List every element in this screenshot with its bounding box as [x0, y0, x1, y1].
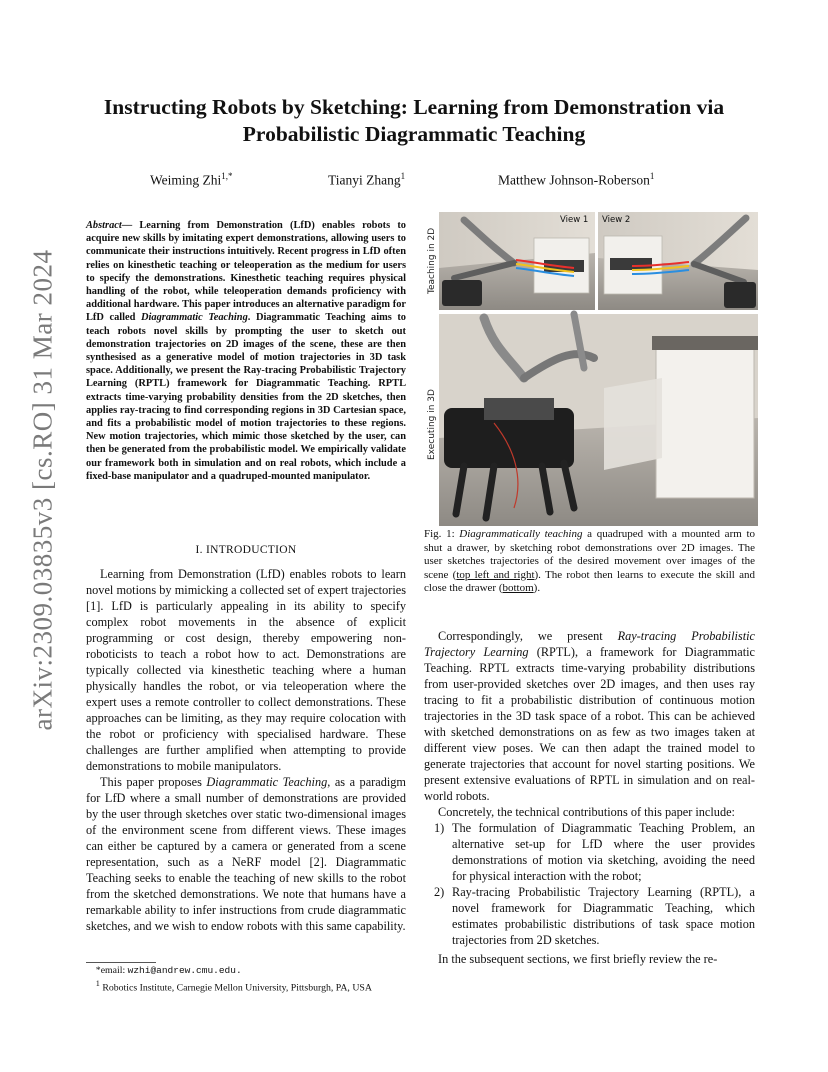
abstract-text-2: . Diagrammatic Teaching aims to teach robots novel skills by prompting the user to sketch out demonstration trajectories on 2D images of the scene, these are then synthesised as a generative model of motion trajectories in 3D task space. Additionally, we present the Ray-tracing Probabilistic Trajectory Learning (RPTL) framework for Diagrammatic Teaching. RPTL extracts time-varying probability densities from the 2D sketches, then applies ray-tracing to find corresponding regions in 3D Cartesian space, and fits a probabilistic model of motion trajectories to these regions. New motion trajectories, which mimic those sketched by the user, can then be generated from the probabilistic model. We empirically validate our framework both in simulation and on real robots, which include a fixed-base manipulator and a quadruped-mounted manipulator. [86, 312, 406, 482]
author-sup: 1 [400, 171, 406, 181]
rptl-name: Ray-tracing Probabilistic Trajectory Learning [424, 629, 755, 659]
paper-title [80, 94, 748, 148]
label-executing-3d: Executing in 3D [427, 389, 437, 460]
item-number: 2) [434, 885, 445, 899]
section-heading: I. INTRODUCTION [195, 544, 297, 556]
contribution-item [424, 884, 755, 948]
caption-emphasis: Diagrammatically teaching [459, 528, 583, 540]
right-paragraph-2: Concretely, the technical contributions of this paper include: [438, 805, 735, 819]
item-text: Ray-tracing Probabilistic Trajectory Learning (RPTL), a novel framework for Diagrammatic Teaching, which estimates probabilistic distributions of task space motion trajectories from 2D sketches. [452, 885, 755, 947]
footnote-email [86, 965, 406, 978]
affiliation-text: Robotics Institute, Carnegie Mellon University, Pittsburgh, PA, USA [99, 981, 372, 993]
rptl-description: (RPTL), a framework for Diagrammatic Teaching. RPTL extracts time-varying probability distributions from user-provided sketches over 2D images, and then uses ray tracing to fit a probabilistic distribution of continuous motion trajectories in the 3D task space of a robot. This can be achieved with sketched demonstrations on as few as two images taken at different view poses. We can then adapt the trained model to generate trajectories that account for novel starting positions. We present extensive evaluations of RPTL in simulation and on real-world robots. [424, 645, 755, 803]
contributions-list [424, 820, 755, 948]
intro-p2-emphasis: Diagrammatic Teaching [206, 775, 328, 789]
email-label: *email: [95, 965, 128, 976]
item-number: 1) [434, 821, 445, 835]
intro-p2-start: This paper proposes [100, 775, 207, 789]
intro-paragraph-2 [86, 774, 406, 934]
right-column [424, 628, 755, 967]
author-sup: 1,* [221, 171, 233, 181]
author-name: Tianyi Zhang [328, 172, 401, 188]
execution-panel [439, 314, 758, 526]
intro-left-column [86, 566, 406, 934]
arxiv-sidebar [26, 249, 60, 731]
abstract-lead: Abstract [86, 220, 122, 231]
item-text: The formulation of Diagrammatic Teaching Problem, an alternative set-up for LfD where the user provides demonstrations of motion via sketching, avoiding the need for physical interaction with the robot; [452, 821, 755, 883]
view-1-label: View 1 [560, 215, 589, 225]
intro-p2-rest: , as a paradigm for LfD where a small number of demonstrations are provided by the user through sketches over static two-dimensional images of the environment scene from different views. These images can either be captured by a camera or generated from a scene representation, such as a NeRF model [2]. Diagrammatic Teaching seeks to enable the teaching of new skills to the robot from the sketched demonstrations. We note that humans have a remarkable ability to infer instructions from crude diagrammatic sketches, and we wish to endow robots with this same capability. [86, 775, 406, 933]
affiliation-sup: 1 [95, 978, 100, 988]
author-1 [150, 171, 233, 189]
title-line-2: Probabilistic Diagrammatic Teaching [242, 122, 586, 146]
figure-caption [424, 528, 755, 596]
author-name: Matthew Johnson-Roberson [498, 172, 650, 188]
footnote-affiliation [86, 978, 406, 995]
author-name: Weiming Zhi [150, 172, 222, 188]
view-2-panel [598, 212, 758, 310]
view-2-label: View 2 [602, 215, 631, 225]
abstract-text-1: — Learning from Demonstration (LfD) enables robots to acquire new skills by imitating expert demonstrations, allowing users to communicate their instructions intuitively. Recent progress in LfD often relies on kinesthetic teaching or teleoperation as the medium for users to specify the demonstrations. Kinesthetic teaching requires physical handling of the robot, while teleoperation demands proficiency with additional hardware. This paper introduces an alternative paradigm for LfD called [86, 220, 406, 324]
label-teaching-2d: Teaching in 2D [427, 227, 437, 294]
right-paragraph-3: In the subsequent sections, we first briefly review the re- [438, 952, 718, 966]
caption-underline-1: top left and right [456, 568, 535, 581]
arxiv-id: arXiv:2309.03835v3 [cs.RO] 31 Mar 2024 [27, 249, 58, 731]
footnote-rule [86, 962, 156, 963]
author-3 [498, 171, 654, 189]
caption-text-2: ). The robot then learns to execute the skill and close the drawer ( [424, 568, 756, 594]
abstract [86, 219, 406, 483]
caption-underline-2: bottom [502, 582, 534, 594]
author-sup: 1 [649, 171, 655, 181]
figure-1 [424, 208, 758, 526]
rptl-intro: Correspondingly, we present [438, 629, 618, 643]
caption-text-1: a quadruped with a mounted arm to shut a drawer, by sketching robot demonstrations over 2D images. The user sketches trajectories of the desired movement over images of the scene ( [424, 528, 755, 581]
view-1-panel [439, 212, 595, 310]
figure-image [424, 208, 758, 526]
author-2 [328, 171, 405, 189]
email-address[interactable]: wzhi@andrew.cmu.edu. [127, 965, 242, 976]
title-line-1: Instructing Robots by Sketching: Learning from Demonstration via [103, 95, 725, 119]
footnotes [86, 965, 406, 994]
caption-prefix: Fig. 1: [424, 528, 460, 540]
caption-text-3: ). [533, 582, 541, 594]
intro-paragraph-1: Learning from Demonstration (LfD) enables robots to learn novel motions by mimicking a collected set of expert trajectories [1]. LfD is particularly appealing in its ability to specify complex robot movements in the absence of explicit programming or cost design, thereby empowering non-roboticists to teach a robot how to act. Demonstrations are typically collected via kinesthetic teaching where a human physically handles the robot, or via teleoperation where the expert uses a remote controller to collect demonstrations. These approaches can be limiting, as they may require colocation with the robot or proficiency with specialised hardware. These challenges are further amplified when attempting to provide demonstrations to mobile manipulators. [86, 567, 406, 773]
abstract-emphasis: Diagrammatic Teaching [141, 312, 248, 324]
right-paragraph-1 [424, 628, 755, 804]
contribution-item [424, 820, 755, 884]
